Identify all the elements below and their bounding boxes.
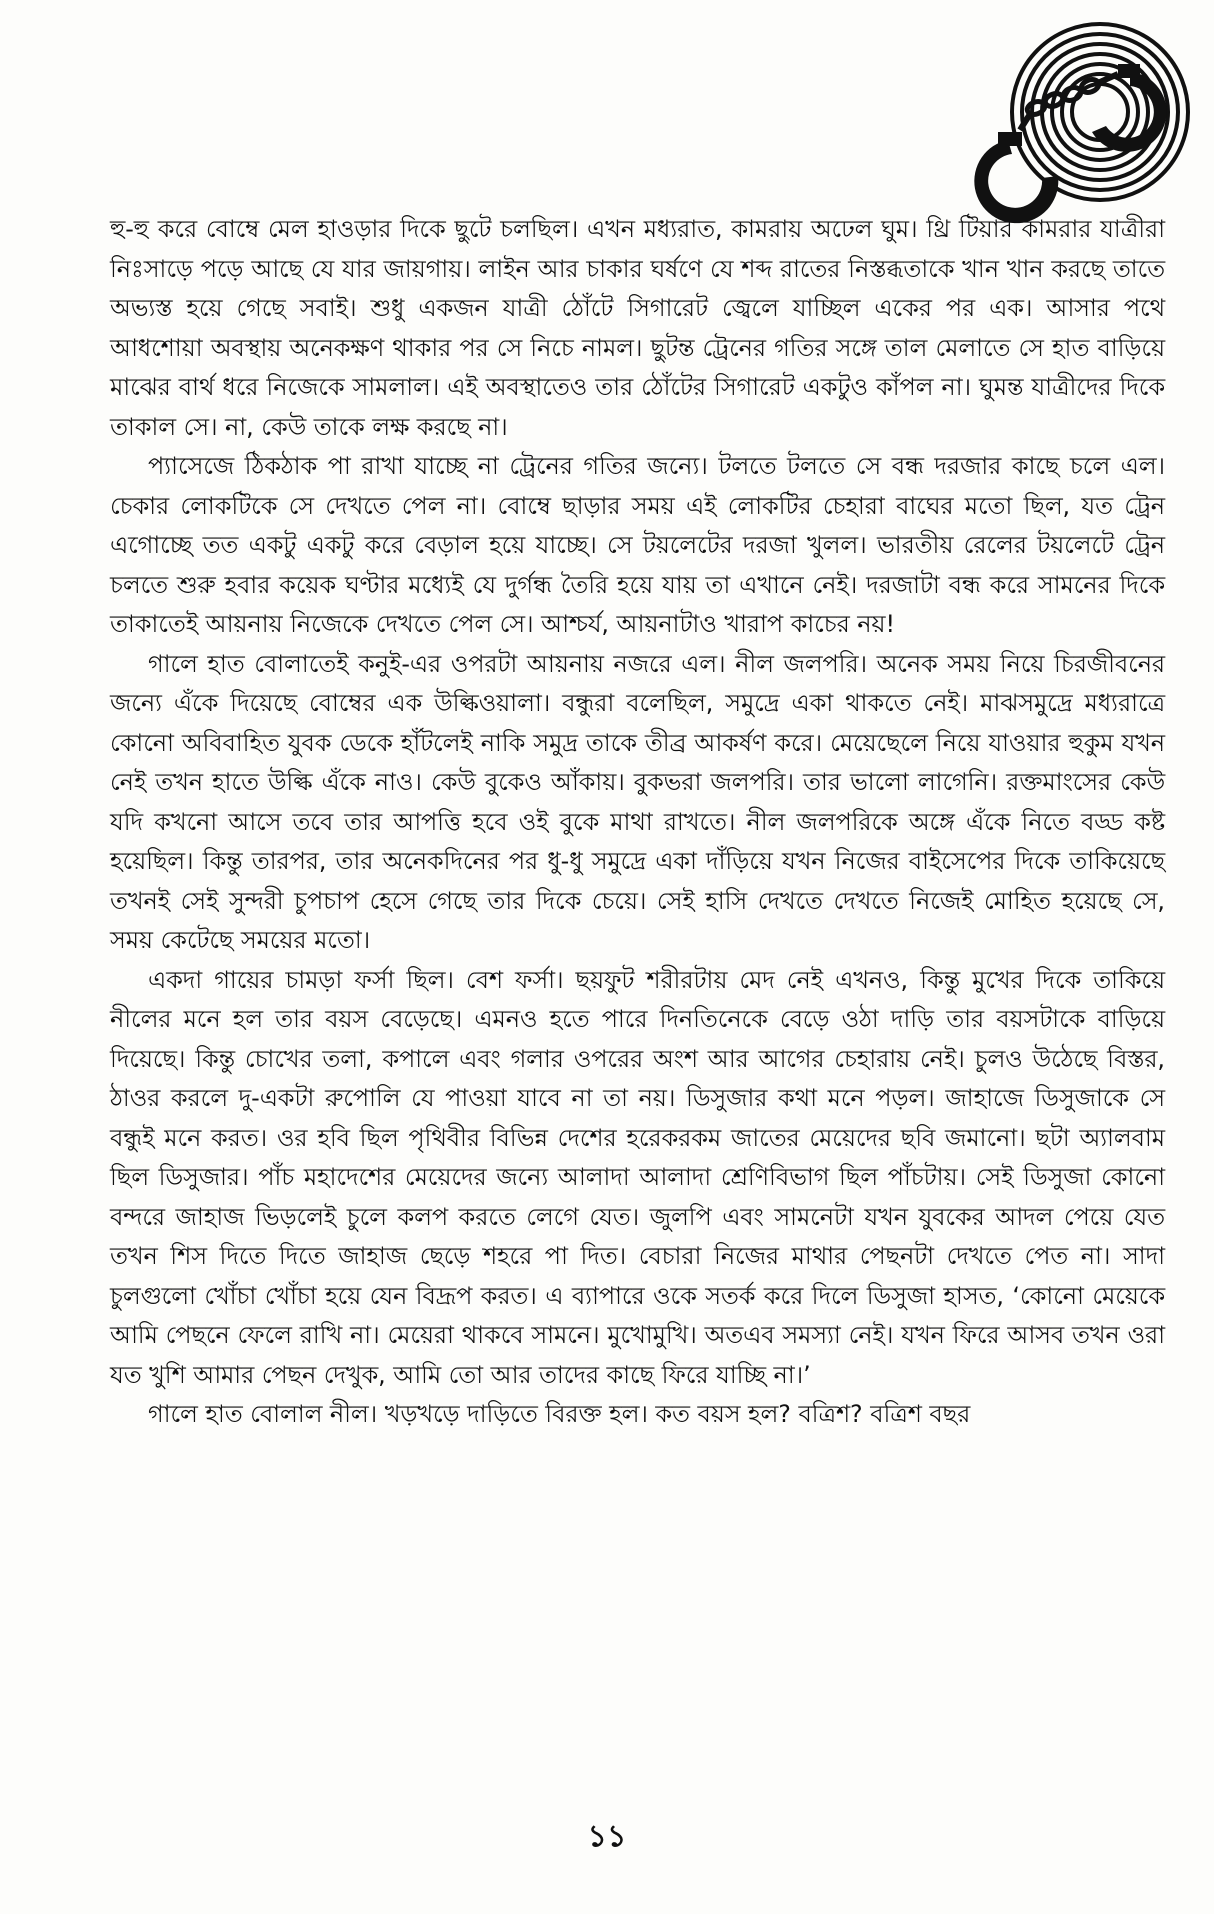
paragraph-3: গালে হাত বোলাতেই কনুই-এর ওপরটা আয়নায় নজরে এল। নীল জলপরি। অনেক সময় নিয়ে চিরজীবনের জন্যে এঁকে দিয়েছে বোম্বের এক উল্কিওয়ালা। বন্ধুরা বলেছিল, সমুদ্রে একা থাকতে নেই। মাঝসমুদ্রে মধ্যরাত্রে কোনো অবিবাহিত যুবক ডেকে হাঁটলেই নাকি সমুদ্র তাকে তীব্র আকর্ষণ করে। মেয়েছেলে নিয়ে যাওয়ার হুকুম যখন নেই তখন হাতে উল্কি এঁকে নাও। কেউ বুকেও আঁকায়। বুকভরা জলপরি। তার ভালো লাগেনি। রক্তমাংসের কেউ যদি কখনো আসে তবে তার আপত্তি হবে ওই বুকে মাথা রাখতে। নীল জলপরিকে অঙ্গে এঁকে নিতে বড্ড কষ্ট হয়েছিল। কিন্তু তারপর, তার অনেকদিনের পর ধু-ধু সমুদ্রে একা দাঁড়িয়ে যখন নিজের বাইসেপের দিকে তাকিয়েছে তখনই সেই সুন্দরী চুপচাপ হেসে গেছে তার দিকে চেয়ে। সেই হাসি দেখতে দেখতে নিজেই মোহিত হয়েছে সে, সময় কেটেছে সময়ের মতো। bbox=[110, 649, 1165, 954]
paragraph-4: একদা গায়ের চামড়া ফর্সা ছিল। বেশ ফর্সা। ছয়ফুট শরীরটায় মেদ নেই এখনও, কিন্তু মুখের দিকে তাকিয়ে নীলের মনে হল তার বয়স বেড়েছে। এমনও হতে পারে দিনতিনেকে বেড়ে ওঠা দাড়ি তার বয়সটাকে বাড়িয়ে দিয়েছে। কিন্তু চোখের তলা, কপালে এবং গলার ওপরের অংশ আর আগের চেহারায় নেই। চুলও উঠেছে বিস্তর, ঠাওর করলে দু-একটা রুপোলি যে পাওয়া যাবে না তা নয়। ডিসুজার কথা মনে পড়ল। জাহাজে ডিসুজাকে সে বন্ধুই মনে করত। ওর হবি ছিল পৃথিবীর বিভিন্ন দেশের হরেকরকম জাতের মেয়েদের ছবি জমানো। ছটা অ্যালবাম ছিল ডিসুজার। পাঁচ মহাদেশের মেয়েদের জন্যে আলাদা আলাদা শ্রেণিবিভাগ ছিল পাঁচটায়। সেই ডিসুজা কোনো বন্দরে জাহাজ ভিড়লেই চুলে কলপ করতে লেগে যেত। জুলপি এবং সামনেটা যখন যুবকের আদল পেয়ে যেত তখন শিস দিতে দিতে জাহাজ ছেড়ে শহরে পা দিত। বেচারা নিজের মাথার পেছনটা দেখতে পেত না। সাদা চুলগুলো খোঁচা খোঁচা হয়ে যেন বিদ্রূপ করত। এ ব্যাপারে ওকে সতর্ক করে দিলে ডিসুজা হাসত, ‘কোনো মেয়েকে আমি পেছনে ফেলে রাখি না। মেয়েরা থাকবে সামনে। মুখোমুখি। অতএব সমস্যা নেই। যখন ফিরে আসব তখন ওরা যত খুশি আমার পেছন দেখুক, আমি তো আর তাদের কাছে ফিরে যাচ্ছি না।’ bbox=[110, 965, 1165, 1389]
paragraph-2: প্যাসেজে ঠিকঠাক পা রাখা যাচ্ছে না ট্রেনের গতির জন্যে। টলতে টলতে সে বন্ধ দরজার কাছে চলে এল। চেকার লোকটিকে সে দেখতে পেল না। বোম্বে ছাড়ার সময় এই লোকটির চেহারা বাঘের মতো ছিল, যত ট্রেন এগোচ্ছে তত একটু একটু করে বেড়াল হয়ে যাচ্ছে। সে টয়লেটের দরজা খুলল। ভারতীয় রেলের টয়লেটে ট্রেন চলতে শুরু হবার কয়েক ঘণ্টার মধ্যেই যে দুর্গন্ধ তৈরি হয়ে যায় তা এখানে নেই। দরজাটা বন্ধ করে সামনের দিকে তাকাতেই আয়নায় নিজেকে দেখতে পেল সে। আশ্চর্য, আয়নাটাও খারাপ কাচের নয়! bbox=[110, 452, 1165, 638]
story-text bbox=[110, 210, 1165, 1435]
paragraph-1: হু-হু করে বোম্বে মেল হাওড়ার দিকে ছুটে চলছিল। এখন মধ্যরাত, কামরায় অঢেল ঘুম। থ্রি টিয়ার কামরার যাত্রীরা নিঃসাড়ে পড়ে আছে যে যার জায়গায়। লাইন আর চাকার ঘর্ষণে যে শব্দ রাতের নিস্তব্ধতাকে খান খান করছে তাতে অভ্যস্ত হয়ে গেছে সবাই। শুধু একজন যাত্রী ঠোঁটে সিগারেট জ্বেলে যাচ্ছিল একের পর এক। আসার পথে আধশোয়া অবস্থায় অনেকক্ষণ থাকার পর সে নিচে নামল। ছুটন্ত ট্রেনের গতির সঙ্গে তাল মেলাতে সে হাত বাড়িয়ে মাঝের বার্থ ধরে নিজেকে সামলাল। এই অবস্থাতেও তার ঠোঁটের সিগারেট একটুও কাঁপল না। ঘুমন্ত যাত্রীদের দিকে তাকাল সে। না, কেউ তাকে লক্ষ করছে না। bbox=[110, 215, 1165, 441]
page-number: ১১ bbox=[587, 1819, 627, 1854]
handcuffs-icon bbox=[950, 20, 1190, 240]
paragraph-5: গালে হাত বোলাল নীল। খড়খড়ে দাড়িতে বিরক্ত হল। কত বয়স হল? বত্রিশ? বত্রিশ বছর bbox=[148, 1400, 971, 1428]
chapter-ornament bbox=[950, 20, 1190, 240]
